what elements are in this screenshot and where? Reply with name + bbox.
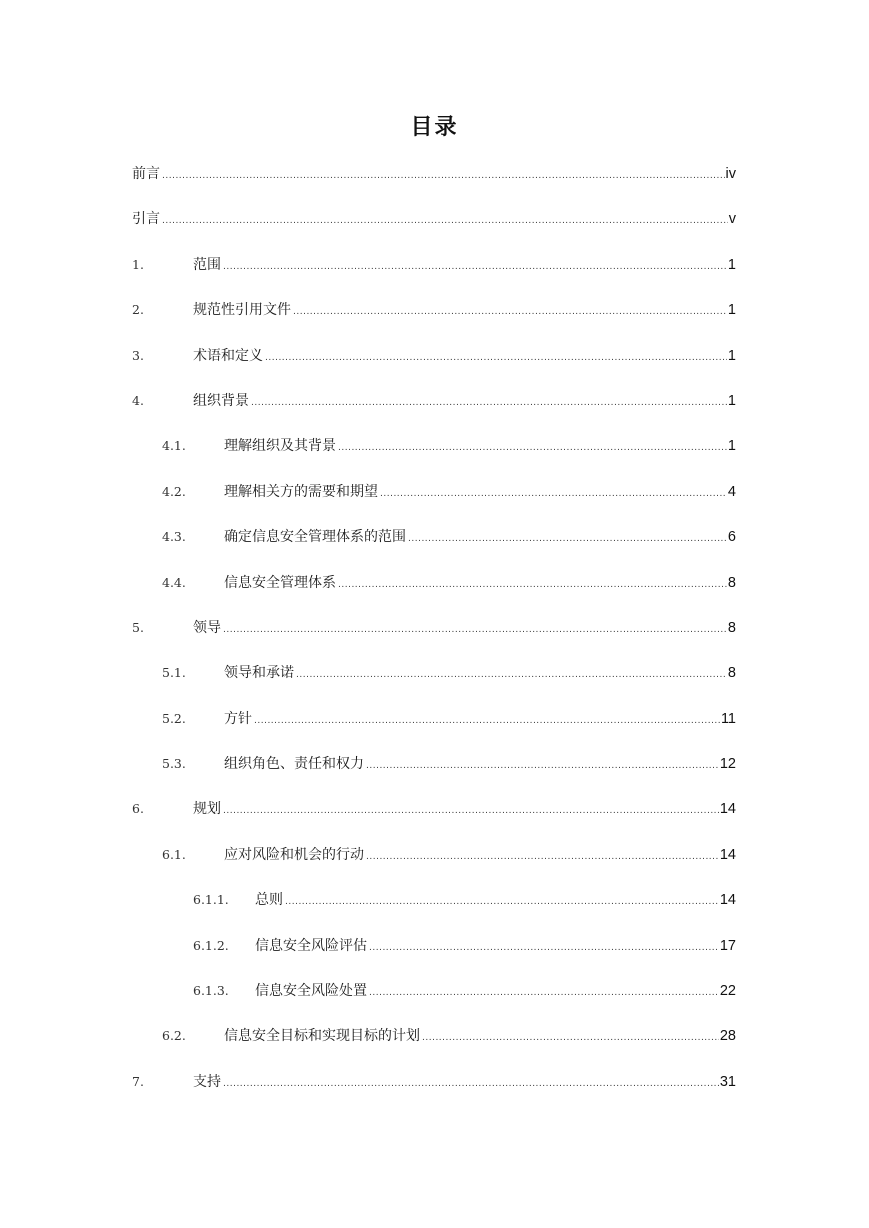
toc-entry-line — [162, 754, 736, 774]
toc-entry-title: 引言 — [132, 211, 160, 228]
toc-entry-line — [132, 300, 736, 320]
toc-entry-line — [162, 527, 736, 547]
toc-entry-page-number: 31 — [719, 1073, 736, 1090]
toc-entry-title: 方针 — [224, 710, 252, 727]
toc-entry-title: 确定信息安全管理体系的范围 — [224, 529, 406, 546]
toc-entry-line — [162, 709, 736, 729]
toc-entry-page-number: iv — [725, 166, 736, 182]
toc-entry-page-number: v — [728, 211, 736, 228]
toc-entry-number: 5.2. — [162, 710, 186, 726]
toc-entry-line — [132, 209, 736, 229]
toc-entry-page-number: 11 — [720, 710, 736, 727]
toc-entry-line — [193, 981, 736, 1001]
toc-entry-number: 5. — [132, 619, 144, 635]
toc-entry[interactable] — [0, 923, 869, 968]
toc-entry-page-number: 22 — [719, 983, 736, 1000]
toc-entry-title: 领导 — [193, 619, 221, 636]
toc-entry-page-number: 8 — [727, 665, 736, 682]
toc-entry[interactable] — [0, 242, 869, 287]
toc-entry[interactable] — [0, 1013, 869, 1058]
toc-entry[interactable] — [0, 650, 869, 695]
toc-entry[interactable] — [0, 196, 869, 241]
toc-entry-number: 1. — [132, 256, 144, 272]
toc-entry-page-number: 8 — [727, 574, 736, 591]
toc-entry-line — [162, 663, 736, 683]
toc-entry-line — [132, 346, 736, 366]
toc-entry-page-number: 6 — [727, 529, 736, 546]
toc-entry-line — [132, 799, 736, 819]
toc-dot-leader — [223, 257, 727, 277]
toc-entry-number: 7. — [132, 1073, 144, 1089]
toc-dot-leader — [223, 620, 727, 640]
toc-entry[interactable] — [0, 741, 869, 786]
toc-dot-leader — [223, 1074, 719, 1094]
toc-entry-title: 前言 — [132, 166, 160, 182]
toc-dot-leader — [162, 166, 725, 186]
toc-entry[interactable] — [0, 1059, 869, 1104]
toc-dot-leader — [296, 665, 727, 685]
toc-dot-leader — [162, 211, 728, 231]
toc-entry[interactable] — [0, 151, 869, 196]
toc-dot-leader — [293, 302, 727, 322]
toc-entry-page-number: 14 — [719, 801, 736, 818]
toc-entry-line — [193, 936, 736, 956]
toc-entry-page-number: 1 — [727, 256, 736, 273]
toc-dot-leader — [369, 938, 719, 958]
toc-entry-title: 组织背景 — [193, 392, 249, 409]
toc-entry-number: 3. — [132, 347, 144, 363]
toc-entry[interactable] — [0, 333, 869, 378]
toc-entry-page-number: 4 — [727, 483, 736, 500]
toc-entry-line — [162, 1026, 736, 1046]
toc-entry[interactable] — [0, 605, 869, 650]
toc-entry-title: 规划 — [193, 801, 221, 818]
toc-entry[interactable] — [0, 877, 869, 922]
toc-entry-page-number: 1 — [727, 438, 736, 455]
toc-entry-line — [132, 618, 736, 638]
toc-entry[interactable] — [0, 469, 869, 514]
toc-entry-line — [193, 890, 736, 910]
toc-entry-title: 总则 — [255, 892, 283, 909]
toc-entry-page-number: 14 — [719, 846, 736, 863]
toc-dot-leader — [251, 393, 727, 413]
toc-dot-leader — [265, 348, 727, 368]
toc-entry-number: 6. — [132, 801, 144, 817]
toc-entry-page-number: 14 — [719, 892, 736, 909]
toc-entry-number: 4. — [132, 392, 144, 408]
toc-dot-leader — [366, 847, 719, 867]
toc-dot-leader — [422, 1028, 719, 1048]
toc-entry-number: 6.2. — [162, 1028, 186, 1044]
toc-entry-title: 信息安全管理体系 — [224, 574, 336, 591]
toc-entry[interactable] — [0, 423, 869, 468]
toc-entry-number: 2. — [132, 302, 144, 318]
toc-entry-line — [132, 1072, 736, 1092]
toc-entry-page-number: 17 — [719, 937, 736, 954]
toc-entry-number: 5.1. — [162, 665, 186, 681]
toc-dot-leader — [254, 711, 720, 731]
toc-list — [0, 151, 869, 1104]
toc-entry-title: 规范性引用文件 — [193, 302, 291, 319]
toc-entry-line — [132, 391, 736, 411]
toc-entry-number: 6.1.3. — [193, 983, 229, 999]
toc-entry-number: 4.2. — [162, 483, 186, 499]
toc-entry-number: 4.1. — [162, 438, 186, 454]
toc-entry-line — [162, 845, 736, 865]
page-title: 目录 — [410, 115, 459, 140]
toc-entry-number: 6.1.1. — [193, 892, 229, 908]
toc-entry-page-number: 1 — [727, 392, 736, 409]
toc-entry-title: 范围 — [193, 256, 221, 273]
toc-entry[interactable] — [0, 832, 869, 877]
toc-dot-leader — [285, 892, 719, 912]
toc-dot-leader — [408, 529, 727, 549]
toc-entry-title: 领导和承诺 — [224, 665, 294, 682]
toc-entry-number: 4.4. — [162, 574, 186, 590]
toc-entry[interactable] — [0, 287, 869, 332]
toc-entry-title: 术语和定义 — [193, 347, 263, 364]
toc-entry-title: 应对风险和机会的行动 — [224, 846, 364, 863]
toc-dot-leader — [338, 575, 727, 595]
toc-entry-page-number: 8 — [727, 619, 736, 636]
toc-entry-number: 6.1. — [162, 846, 186, 862]
toc-entry-page-number: 12 — [719, 756, 736, 773]
toc-entry-title: 信息安全目标和实现目标的计划 — [224, 1028, 420, 1045]
toc-entry[interactable] — [0, 968, 869, 1013]
toc-entry-title: 支持 — [193, 1073, 221, 1090]
toc-entry[interactable] — [0, 378, 869, 423]
toc-entry-title: 理解组织及其背景 — [224, 438, 336, 455]
toc-dot-leader — [380, 484, 727, 504]
toc-entry-title: 组织角色、责任和权力 — [224, 756, 364, 773]
toc-entry[interactable] — [0, 514, 869, 559]
toc-entry-title: 理解相关方的需要和期望 — [224, 483, 378, 500]
toc-entry[interactable] — [0, 786, 869, 831]
toc-entry-line — [162, 482, 736, 502]
toc-entry-page-number: 28 — [719, 1028, 736, 1045]
toc-entry-number: 5.3. — [162, 756, 186, 772]
toc-entry-title: 信息安全风险评估 — [255, 937, 367, 954]
toc-dot-leader — [338, 438, 727, 458]
toc-entry-line — [162, 436, 736, 456]
toc-entry-line — [162, 573, 736, 593]
toc-entry[interactable] — [0, 696, 869, 741]
toc-dot-leader — [369, 983, 719, 1003]
toc-entry-title: 信息安全风险处置 — [255, 983, 367, 1000]
toc-entry-line — [132, 164, 736, 184]
toc-entry-page-number: 1 — [727, 302, 736, 319]
toc-entry-number: 4.3. — [162, 529, 186, 545]
toc-dot-leader — [223, 801, 719, 821]
toc-entry-line — [132, 255, 736, 275]
toc-entry-number: 6.1.2. — [193, 937, 229, 953]
toc-entry-page-number: 1 — [727, 347, 736, 364]
toc-dot-leader — [366, 756, 719, 776]
toc-entry[interactable] — [0, 560, 869, 605]
